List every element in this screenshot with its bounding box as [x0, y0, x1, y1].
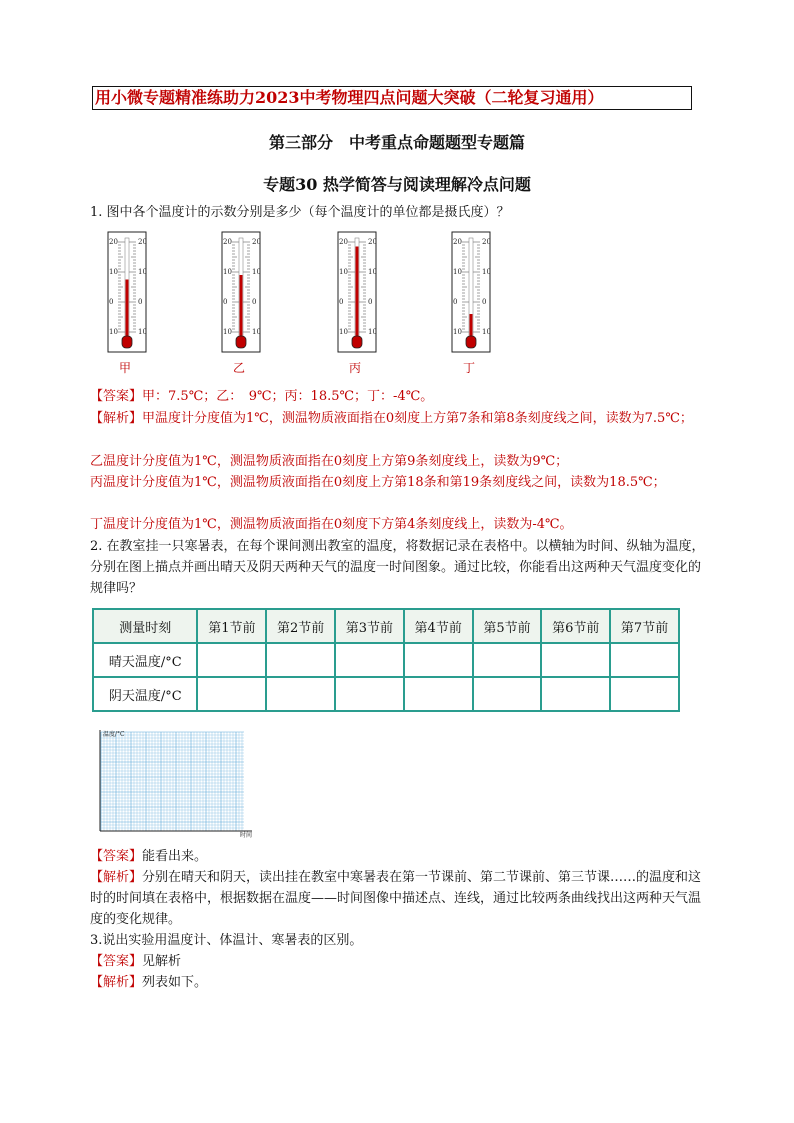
scale-label: 10: [138, 328, 147, 336]
empty-cell[interactable]: [610, 643, 679, 677]
thermometer-label: 丁: [462, 361, 476, 375]
scale-label: 20: [482, 238, 491, 246]
answer-tag: 【答案】: [90, 954, 143, 969]
scale-label: 10: [109, 328, 118, 336]
thermometer: [338, 232, 377, 352]
empty-cell[interactable]: [473, 677, 542, 711]
table-cell: 第7节前: [610, 609, 679, 643]
scale-label: 10: [223, 268, 232, 276]
row-label-sunny: 晴天温度/°C: [93, 643, 197, 677]
scale-label: 10: [368, 328, 377, 336]
liquid-column: [356, 247, 359, 341]
scale-label: 0: [339, 298, 344, 306]
empty-cell[interactable]: [266, 677, 335, 711]
liquid-column: [240, 275, 243, 340]
empty-cell[interactable]: [404, 677, 473, 711]
scale-label: 0: [252, 298, 257, 306]
analysis-text: 分别在晴天和阴天，读出挂在教室中寒暑表在第一节课前、第二节课前、第三节课……的温度和这时的时间填在表格中，根据数据在温度——时间图像中描述点、连线，通过比较两条曲线找出这两种天气温度的变化规律。: [90, 870, 702, 927]
table-cell: 第4节前: [404, 609, 473, 643]
scale-label: 20: [453, 238, 462, 246]
empty-cell[interactable]: [197, 677, 266, 711]
q1-analysis-3: 丙温度计分度值为1℃，测温物质液面指在0刻度上方第18条和第19条刻度线之间，读数为18.5℃；: [90, 475, 666, 490]
scale-label: 10: [339, 328, 348, 336]
topic-title: 专题30 热学简答与阅读理解冷点问题: [263, 175, 531, 194]
question-3: 3.说出实验用温度计、体温计、寒暑表的区别。: [90, 933, 363, 948]
scale-label: 0: [453, 298, 458, 306]
scale-label: 10: [339, 268, 348, 276]
graph-y-label: 温度/°C: [103, 731, 125, 738]
table-cell: 第3节前: [335, 609, 404, 643]
answer-text: 甲：7.5℃；乙： 9℃；丙：18.5℃；丁：-4℃。: [142, 389, 434, 404]
bulb: [236, 336, 246, 348]
scale-label: 0: [368, 298, 373, 306]
answer-text: 见解析: [142, 954, 182, 969]
analysis-tag: 【解析】: [90, 411, 143, 426]
scale-label: 10: [223, 328, 232, 336]
bulb: [466, 336, 476, 348]
empty-cell[interactable]: [266, 643, 335, 677]
scale-label: 0: [223, 298, 228, 306]
scale-label: 10: [453, 268, 462, 276]
thermometer: [452, 232, 491, 352]
bulb: [122, 336, 132, 348]
empty-cell[interactable]: [541, 677, 610, 711]
scale-label: 10: [453, 328, 462, 336]
scale-label: 10: [252, 268, 261, 276]
bulb: [352, 336, 362, 348]
scale-label: 0: [109, 298, 114, 306]
scale-label: 20: [138, 238, 147, 246]
thermometer-label: 乙: [232, 361, 246, 375]
analysis-tag: 【解析】: [90, 975, 143, 990]
row-label-cloudy: 阴天温度/°C: [93, 677, 197, 711]
empty-cell[interactable]: [610, 677, 679, 711]
table-cell: 第5节前: [473, 609, 542, 643]
scale-label: 20: [223, 238, 232, 246]
series-banner: 用小微专题精准练助力2023中考物理四点问题大突破（二轮复习通用）: [92, 86, 692, 110]
graph-grid: [94, 728, 264, 838]
analysis-tag: 【解析】: [90, 870, 143, 885]
q2-analysis: [90, 867, 710, 930]
scale-label: 10: [138, 268, 147, 276]
thermometer-label: 甲: [118, 361, 132, 375]
table-cell: 第6节前: [541, 609, 610, 643]
liquid-column: [126, 280, 129, 341]
question-1: 1. 图中各个温度计的示数分别是多少（每个温度计的单位都是摄氏度）？: [90, 205, 510, 220]
temperature-table: [92, 608, 680, 712]
scale-label: 20: [109, 238, 118, 246]
empty-cell[interactable]: [541, 643, 610, 677]
q1-analysis-2: 乙温度计分度值为1℃，测温物质液面指在0刻度上方第9条刻度线上，读数为9℃；: [90, 454, 569, 469]
empty-cell[interactable]: [335, 677, 404, 711]
thermometer-set: [100, 228, 500, 378]
scale-label: 10: [109, 268, 118, 276]
analysis-text: 列表如下。: [142, 975, 208, 990]
answer-tag: 【答案】: [90, 849, 143, 864]
empty-cell[interactable]: [335, 643, 404, 677]
question-2: 2. 在教室挂一只寒暑表，在每个课间测出教室的温度，将数据记录在表格中。以横轴为时间、纵轴为温度，分别在图上描点并画出晴天及阴天两种天气的温度一时间图象。通过比较，你能看出这两种天气温度变化的规律吗？: [90, 539, 705, 596]
table-header-row: [93, 609, 679, 643]
part-title: 第三部分 中考重点命题题型专题篇: [268, 133, 525, 152]
scale-label: 10: [368, 268, 377, 276]
q2-answer: [90, 846, 710, 867]
temperature-time-graph: [94, 728, 264, 838]
table-cell: 第1节前: [197, 609, 266, 643]
scale-label: 10: [482, 268, 491, 276]
scale-label: 0: [482, 298, 487, 306]
empty-cell[interactable]: [197, 643, 266, 677]
thermometer-label: 丙: [348, 361, 362, 375]
thermometer-figure: [100, 228, 500, 378]
answer-text: 能看出来。: [142, 849, 208, 864]
scale-label: 20: [368, 238, 377, 246]
scale-label: 20: [339, 238, 348, 246]
empty-cell[interactable]: [404, 643, 473, 677]
q3-analysis: [90, 972, 710, 993]
scale-label: 10: [482, 328, 491, 336]
scale-label: 20: [252, 238, 261, 246]
table-cell: 第2节前: [266, 609, 335, 643]
answer-tag: 【答案】: [90, 389, 143, 404]
q3-answer: [90, 951, 710, 972]
table-row: [93, 643, 679, 677]
q1-analysis-4: 丁温度计分度值为1℃，测温物质液面指在0刻度下方第4条刻度线上，读数为-4℃。: [90, 517, 573, 532]
empty-cell[interactable]: [473, 643, 542, 677]
scale-label: 10: [252, 328, 261, 336]
q1-answer: [90, 386, 710, 407]
table-cell: 测量时刻: [93, 609, 197, 643]
scale-label: 0: [138, 298, 143, 306]
thermometer: [222, 232, 261, 352]
q1-analysis-1: [90, 408, 710, 429]
analysis-text: 甲温度计分度值为1℃，测温物质液面指在0刻度上方第7条和第8条刻度线之间，读数为7.5℃；: [142, 411, 693, 426]
thermometer: [108, 232, 147, 352]
table-row: [93, 677, 679, 711]
graph-x-label: 时间: [240, 832, 253, 838]
